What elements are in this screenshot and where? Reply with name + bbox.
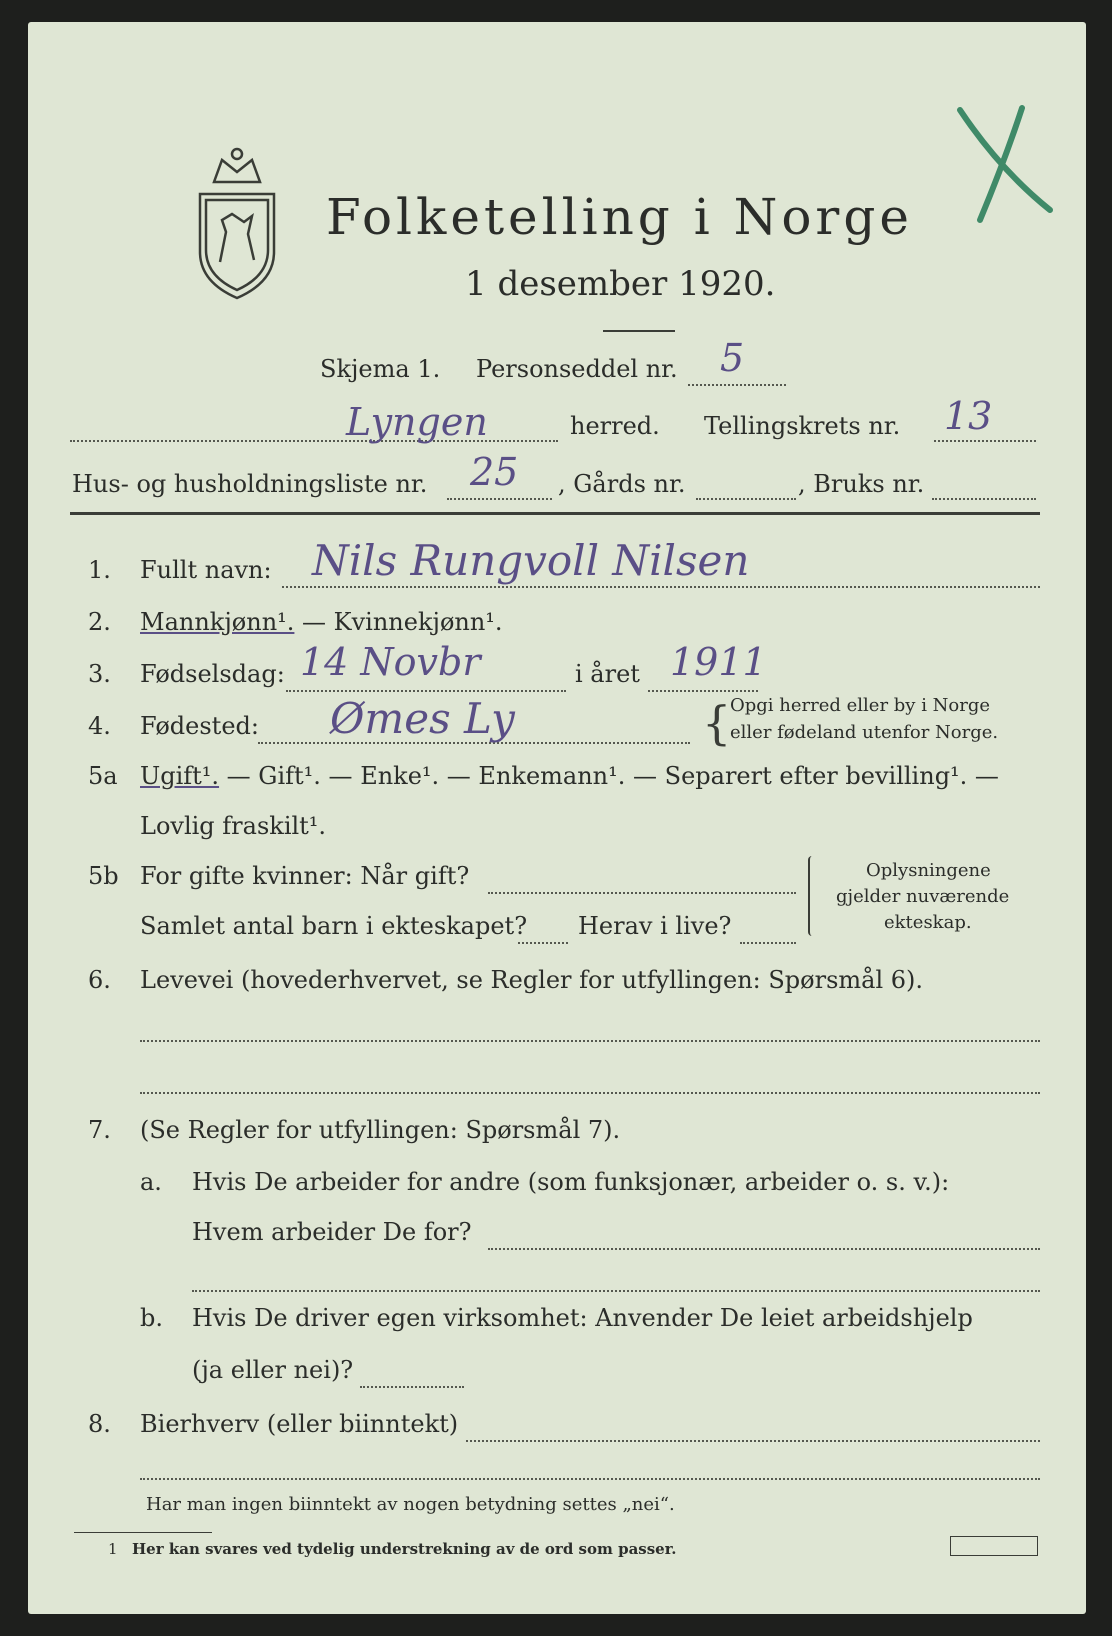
title-divider [603,330,675,332]
marriage-note-3: ekteskap. [884,912,972,933]
q4-number: 4. [88,712,111,740]
krets-value[interactable]: 13 [944,394,993,438]
q6-number: 6. [88,966,111,994]
q7b-letter: b. [140,1304,163,1332]
occupation-line-2[interactable] [140,1092,1040,1094]
employer-question: Hvis De arbeider for andre (som funksjonær, arbeider o. s. v.): [192,1168,950,1196]
brace: { [702,696,732,750]
bruks-label: , Bruks nr. [798,470,925,498]
q7-number: 7. [88,1116,111,1144]
married-date-label: For gifte kvinner: Når gift? [140,862,470,890]
birthplace-note-2: eller fødeland utenfor Norge. [730,722,999,743]
coat-of-arms-icon [192,142,282,302]
section-divider [70,512,1040,515]
employer-line-2[interactable] [192,1290,1040,1292]
employer-label: Hvem arbeider De for? [192,1218,472,1246]
birthplace-value[interactable]: Ømes Ly [330,694,515,743]
hus-label: Hus- og husholdningsliste nr. [72,470,428,498]
krets-label: Tellingskrets nr. [704,412,901,440]
birthdate-value[interactable]: 14 Novbr [300,640,481,684]
full-name-label: Fullt navn: [140,556,272,584]
children-label: Samlet antal barn i ekteskapet? [140,912,528,940]
schema-label: Skjema 1. [320,355,441,383]
footer-note: Har man ingen biinntekt av nogen betydning settes „nei“. [146,1494,675,1515]
marriage-note-1: Oplysningene [866,860,991,881]
birth-year-value[interactable]: 1911 [670,640,767,684]
full-name-value[interactable]: Nils Rungvoll Nilsen [312,536,750,585]
employer-line-1[interactable] [488,1248,1040,1250]
q8-number: 8. [88,1410,111,1438]
marital-unmarried-option[interactable]: Ugift¹. [140,762,220,790]
q7a-letter: a. [140,1168,162,1196]
marital-divorced-option[interactable]: Lovlig fraskilt¹. [140,812,327,840]
occupation-label: Levevei (hovederhvervet, se Regler for utfyllingen: Spørsmål 6). [140,966,924,994]
hired-help-label: (ja eller nei)? [192,1356,354,1384]
footnote-text: Her kan svares ved tydelig understrekning av de ord som passer. [132,1540,677,1558]
printer-stamp [950,1536,1038,1556]
herred-label: herred. [570,412,660,440]
gards-label: , Gårds nr. [558,470,686,498]
self-employed-question: Hvis De driver egen virksomhet: Anvender De leiet arbeidshjelp [192,1304,973,1332]
q1-number: 1. [88,556,111,584]
personseddel-label: Personseddel nr. [476,355,678,383]
marital-other-options[interactable]: — Gift¹. — Enke¹. — Enkemann¹. — Separert efter bevilling¹. — [219,762,999,790]
bracket [808,856,816,936]
census-date: 1 desember 1920. [465,264,776,304]
q7-label: (Se Regler for utfyllingen: Spørsmål 7). [140,1116,621,1144]
gender-male-option[interactable]: Mannkjønn¹. [140,608,295,636]
birthdate-label: Fødselsdag: [140,660,285,688]
children-alive-label: Herav i live? [578,912,732,940]
hired-help-line[interactable] [360,1386,464,1388]
marriage-note-2: gjelder nuværende [836,886,1010,907]
side-income-line-2[interactable] [140,1478,1040,1480]
hus-value[interactable]: 25 [470,450,519,494]
side-income-label: Bierhverv (eller biinntekt) [140,1410,459,1438]
personseddel-value[interactable]: 5 [720,336,745,380]
herred-value[interactable]: Lyngen [346,400,488,444]
side-income-line-1[interactable] [466,1440,1040,1442]
birthplace-note-1: Opgi herred eller by i Norge [730,695,991,716]
gender-female-option[interactable]: Kvinnekjønn¹. [333,608,503,636]
footnote-marker: 1 [108,1540,118,1558]
occupation-line-1[interactable] [140,1040,1040,1042]
q3-number: 3. [88,660,111,688]
q5a-number: 5a [88,762,118,790]
check-mark-icon [950,100,1060,230]
birthplace-label: Fødested: [140,712,259,740]
q2-number: 2. [88,608,111,636]
birth-year-label: i året [575,660,640,688]
footnote-divider [74,1532,212,1533]
form-title: Folketelling i Norge [326,188,913,246]
q5b-number: 5b [88,862,119,890]
